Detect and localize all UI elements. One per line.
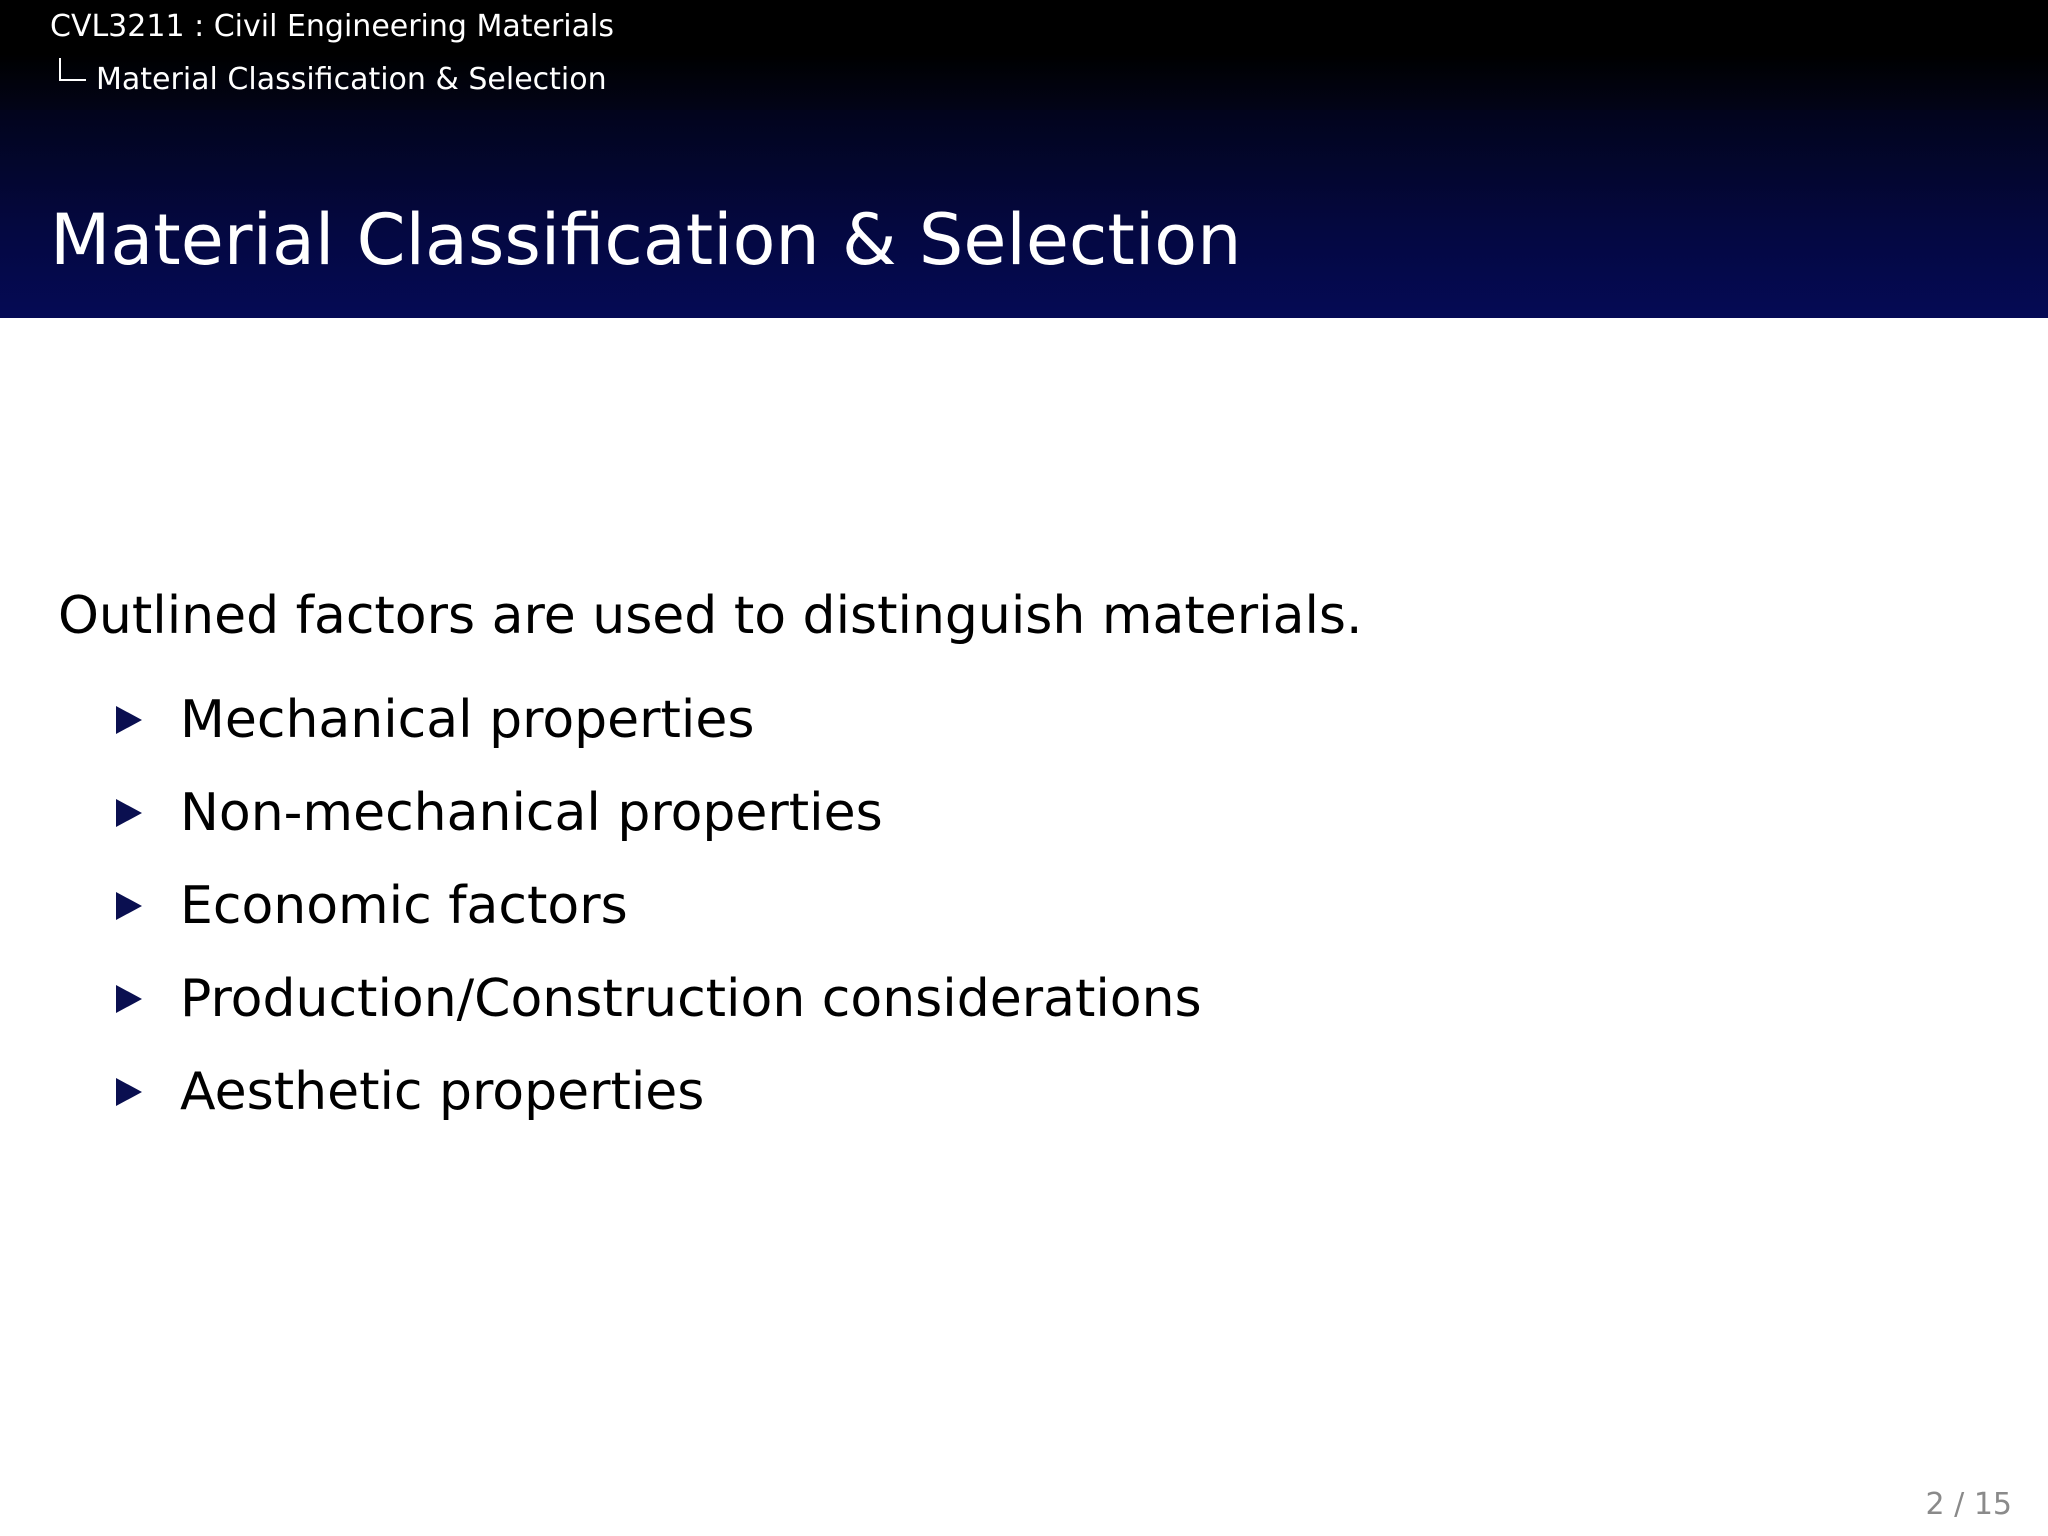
bullet-text: Mechanical properties bbox=[180, 690, 755, 750]
page-number: 2 / 15 bbox=[1925, 1487, 2012, 1522]
intro-text: Outlined factors are used to distinguish materials. bbox=[58, 586, 1363, 646]
list-item bbox=[58, 767, 1958, 860]
bullet-text: Aesthetic properties bbox=[180, 1062, 705, 1122]
slide-content bbox=[58, 580, 1958, 1139]
section-label: Material Classification & Selection bbox=[96, 62, 607, 97]
headline-bar bbox=[0, 0, 2048, 54]
frame-title-bar bbox=[0, 110, 2048, 318]
bullet-text: Non-mechanical properties bbox=[180, 783, 883, 843]
triangle-bullet-icon bbox=[116, 985, 142, 1013]
list-item bbox=[58, 860, 1958, 953]
triangle-bullet-icon bbox=[116, 1078, 142, 1106]
bullet-text: Production/Construction considerations bbox=[180, 969, 1202, 1029]
triangle-bullet-icon bbox=[116, 799, 142, 827]
bullet-list bbox=[58, 674, 1958, 1139]
triangle-bullet-icon bbox=[116, 892, 142, 920]
section-bar bbox=[0, 54, 2048, 110]
frame-title: Material Classification & Selection bbox=[50, 199, 1242, 281]
course-title: CVL3211 : Civil Engineering Materials bbox=[50, 9, 614, 44]
bullet-text: Economic factors bbox=[180, 876, 628, 936]
list-item bbox=[58, 674, 1958, 767]
list-item bbox=[58, 1046, 1958, 1139]
list-item bbox=[58, 953, 1958, 1046]
triangle-bullet-icon bbox=[116, 706, 142, 734]
tree-branch-icon bbox=[58, 58, 86, 90]
